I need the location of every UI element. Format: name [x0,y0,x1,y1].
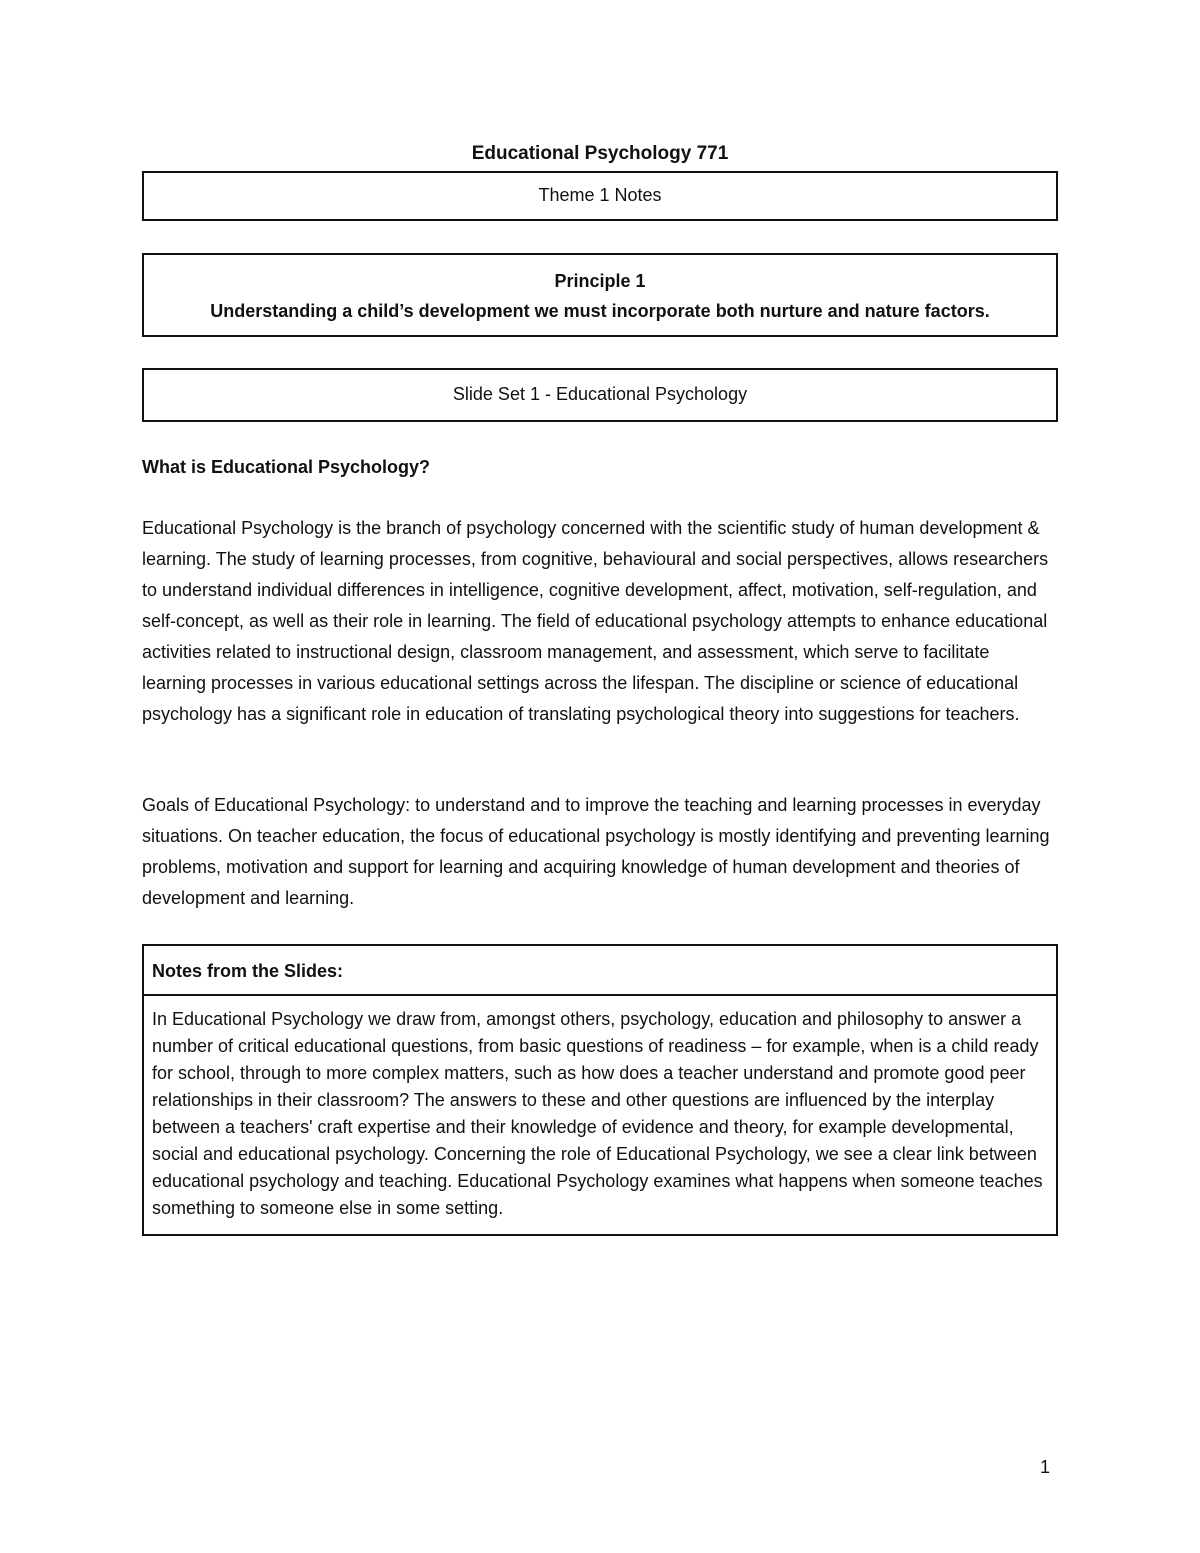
paragraph-goals: Goals of Educational Psychology: to understand and to improve the teaching and learning processes in everyday situations. On teacher education, the focus of educational psychology is mostly identifying and preventing learning problems, motivation and support for learning and acquiring knowledge of human development and theories of development and learning. [142,795,1050,908]
section-heading: What is Educational Psychology? [142,457,431,477]
theme-notes-box: Theme 1 Notes [142,171,1058,221]
principle-box [142,253,1058,337]
notes-table-body: In Educational Psychology we draw from, amongst others, psychology, education and philosophy to answer a number of critical educational questions, from basic questions of readiness – for example, when is a child ready for school, through to more complex matters, such as how does a teacher understand and promote good peer relationships in their classroom? The answers to these and other questions are influenced by the interplay between a teachers' craft expertise and their knowledge of evidence and theory, for example developmental, social and educational psychology. Concerning the role of Educational Psychology, we see a clear link between educational psychology and teaching. Educational Psychology examines what happens when someone teaches something to someone else in some setting. [152,1009,1043,1218]
notes-table [142,944,1058,1236]
notes-table-header: Notes from the Slides: [144,946,1056,996]
principle-heading: Principle 1 [554,271,646,291]
paragraph-definition: Educational Psychology is the branch of psychology concerned with the scientific study of human development & learning. The study of learning processes, from cognitive, behavioural and social perspectives, allows researchers to understand individual differences in intelligence, cognitive development, affect, motivation, self-regulation, and self-concept, as well as their role in learning. The field of educational psychology attempts to enhance educational activities related to instructional design, classroom management, and assessment, which serve to facilitate learning processes in various educational settings across the lifespan. The discipline or science of educational psychology has a significant role in education of translating psychological theory into suggestions for teachers. [142,518,1049,724]
slide-set-box: Slide Set 1 - Educational Psychology [142,368,1058,422]
document-title: Educational Psychology 771 [471,143,729,164]
principle-text: Understanding a child’s development we must incorporate both nurture and nature factors. [210,301,990,321]
page-number: 1 [1040,1457,1051,1477]
